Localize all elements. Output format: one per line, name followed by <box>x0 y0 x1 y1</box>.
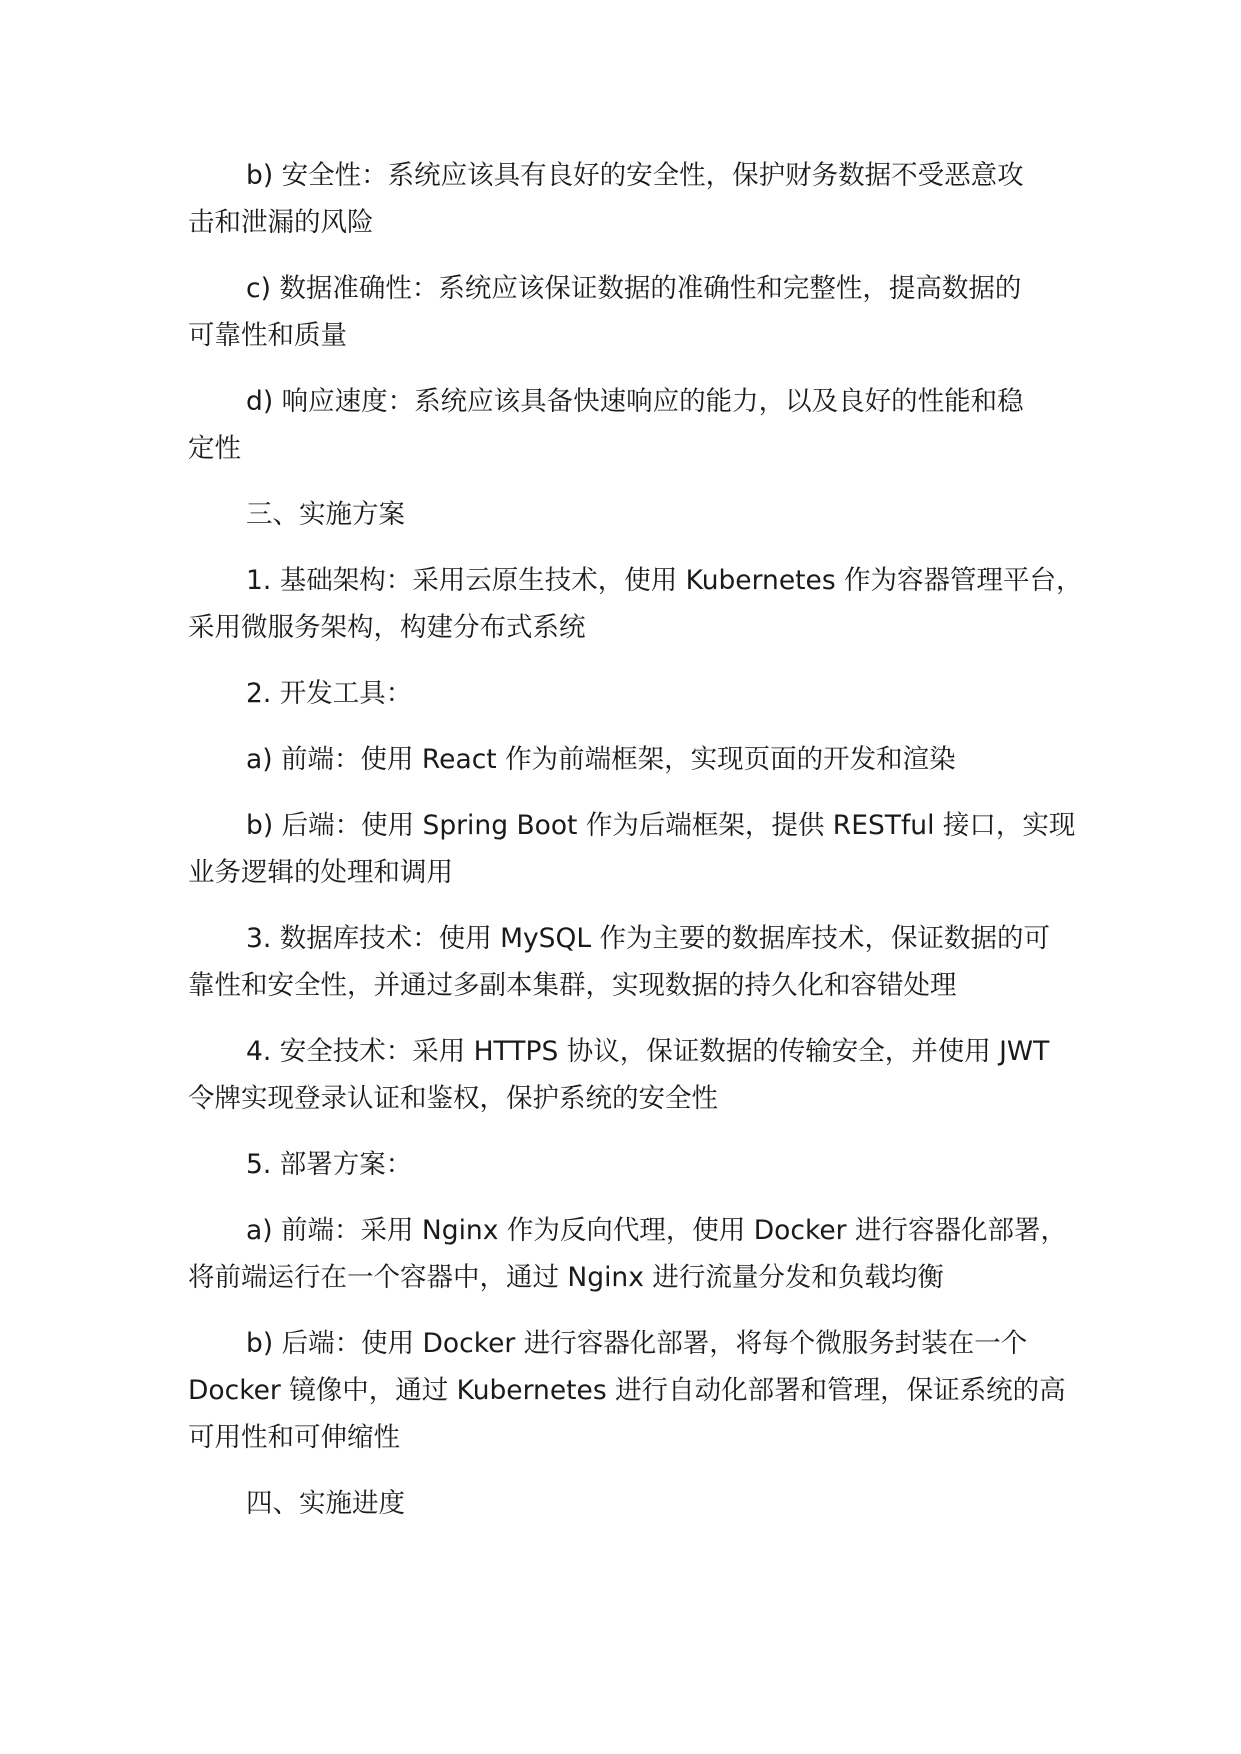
text-line: c) 数据准确性：系统应该保证数据的准确性和完整性，提高数据的 <box>246 273 1022 304</box>
text-line: 定性 <box>188 433 241 464</box>
section-heading-implementation-plan <box>188 491 1088 538</box>
text-line: b) 后端：使用 Spring Boot 作为后端框架，提供 RESTful 接口，实现 <box>246 810 1076 841</box>
paragraph-dev-tools <box>188 670 1088 717</box>
paragraph-frontend-deploy <box>188 1207 1088 1301</box>
text-line: 1. 基础架构：采用云原生技术，使用 Kubernetes 作为容器管理平台， <box>246 565 1083 596</box>
text-line: 可用性和可伸缩性 <box>188 1422 400 1453</box>
text-line: 将前端运行在一个容器中，通过 Nginx 进行流量分发和负载均衡 <box>188 1262 944 1293</box>
text-line: 3. 数据库技术：使用 MySQL 作为主要的数据库技术，保证数据的可 <box>246 923 1051 954</box>
text-line: 4. 安全技术：采用 HTTPS 协议，保证数据的传输安全，并使用 JWT <box>246 1036 1050 1067</box>
paragraph-infrastructure <box>188 557 1088 651</box>
paragraph-security <box>188 152 1088 246</box>
paragraph-backend <box>188 802 1088 896</box>
paragraph-database <box>188 915 1088 1009</box>
text-line: 令牌实现登录认证和鉴权，保护系统的安全性 <box>188 1083 718 1114</box>
text-line: a) 前端：采用 Nginx 作为反向代理，使用 Docker 进行容器化部署， <box>246 1215 1067 1246</box>
text-line: 靠性和安全性，并通过多副本集群，实现数据的持久化和容错处理 <box>188 970 957 1001</box>
text-line: b) 安全性：系统应该具有良好的安全性，保护财务数据不受恶意攻 <box>246 160 1024 191</box>
text-line: 可靠性和质量 <box>188 320 347 351</box>
text-line: d) 响应速度：系统应该具备快速响应的能力，以及良好的性能和稳 <box>246 386 1024 417</box>
text-line: 三、实施方案 <box>246 499 405 530</box>
text-line: 2. 开发工具： <box>246 678 413 709</box>
text-line: 四、实施进度 <box>246 1488 405 1519</box>
text-line: b) 后端：使用 Docker 进行容器化部署，将每个微服务封装在一个 <box>246 1328 1028 1359</box>
text-line: 5. 部署方案： <box>246 1149 413 1180</box>
paragraph-response-speed <box>188 378 1088 472</box>
paragraph-deployment <box>188 1141 1088 1188</box>
section-heading-implementation-schedule <box>188 1480 1088 1527</box>
text-line: 采用微服务架构，构建分布式系统 <box>188 612 586 643</box>
text-line: a) 前端：使用 React 作为前端框架，实现页面的开发和渲染 <box>246 744 956 775</box>
document-body <box>188 152 1088 1546</box>
text-line: 击和泄漏的风险 <box>188 207 374 238</box>
paragraph-security-tech <box>188 1028 1088 1122</box>
paragraph-backend-deploy <box>188 1320 1088 1461</box>
paragraph-data-accuracy <box>188 265 1088 359</box>
text-line: Docker 镜像中，通过 Kubernetes 进行自动化部署和管理，保证系统的高 <box>188 1375 1066 1406</box>
text-line: 业务逻辑的处理和调用 <box>188 857 453 888</box>
paragraph-frontend <box>188 736 1088 783</box>
